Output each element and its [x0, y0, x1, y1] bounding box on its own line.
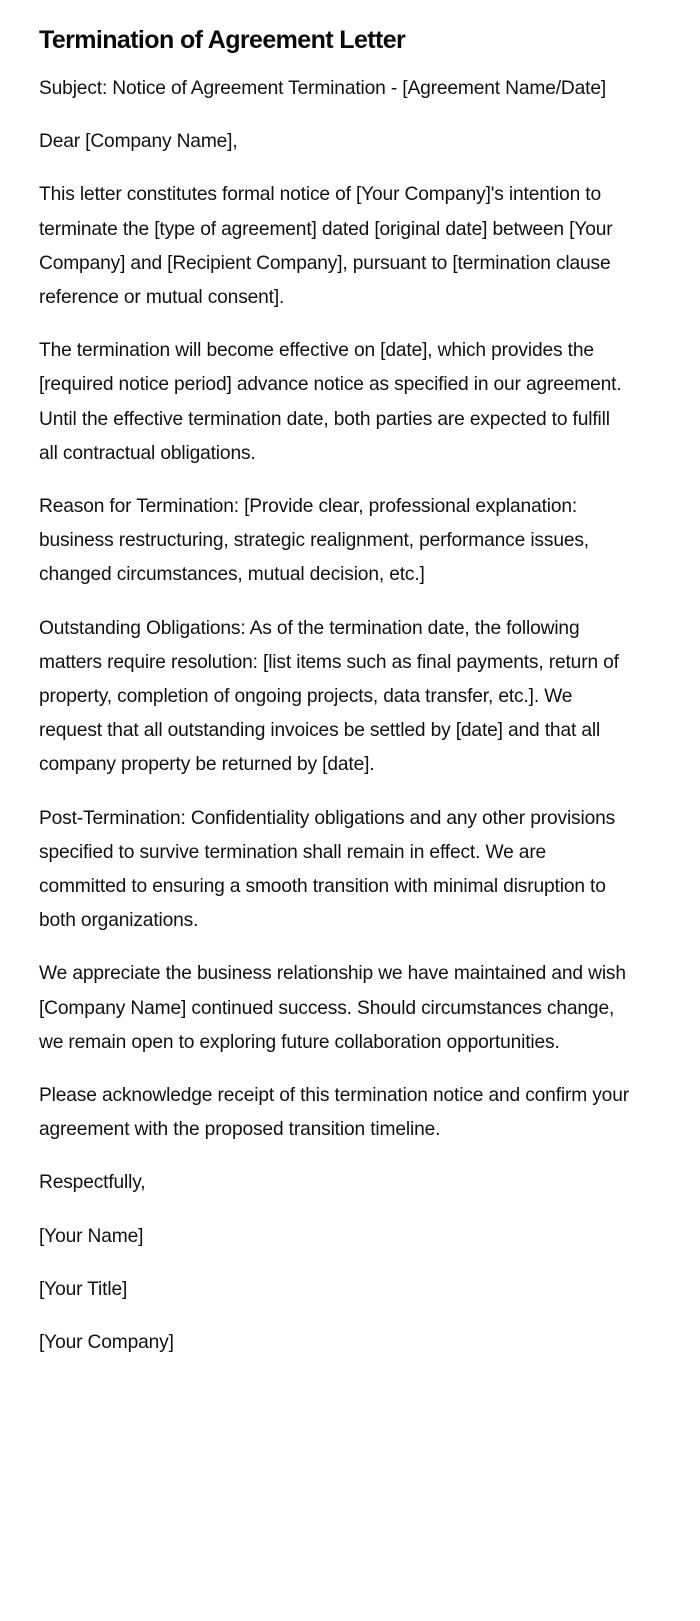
- paragraph-reason: Reason for Termination: [Provide clear, professional explanation: business restructuring, strategic realignment, performance issues, changed circumstances, mutual decision, etc.]: [39, 496, 589, 586]
- signature-name: [Your Name]: [39, 1225, 144, 1247]
- subject-line: Subject: Notice of Agreement Termination - [Agreement Name/Date]: [39, 78, 607, 99]
- signature-company: [Your Company]: [39, 1332, 174, 1354]
- paragraph-effective-date: The termination will become effective on [date], which provides the [required notice period] advance notice as specified in our agreement. Until the effective termination date, both parties are expected to fulfill all contractual obligations.: [39, 340, 622, 464]
- paragraph-outstanding-obligations: Outstanding Obligations: As of the termination date, the following matters require resolution: [list items such as final payments, return of property, completion of ongoing projects, data transfer, etc.]. We request that all outstanding invoices be settled by [date] and that all company property be returned by [date].: [39, 617, 619, 776]
- closing: Respectfully,: [39, 1172, 146, 1194]
- paragraph-intent: This letter constitutes formal notice of [Your Company]'s intention to terminate the [type of agreement] dated [original date] between [Your Company] and [Recipient Company], pursuant to [termination clause reference or mutual consent].: [39, 184, 613, 309]
- document-title: Termination of Agreement Letter: [39, 26, 406, 54]
- paragraph-acknowledge: Please acknowledge receipt of this termination notice and confirm your agreement with the proposed transition timeline.: [39, 1085, 629, 1141]
- paragraph-appreciation: We appreciate the business relationship we have maintained and wish [Company Name] continued success. Should circumstances change, we remain open to exploring future collaboration opportunities.: [39, 963, 626, 1053]
- paragraph-post-termination: Post-Termination: Confidentiality obligations and any other provisions specified to survive termination shall remain in effect. We are committed to ensuring a smooth transition with minimal disruption to both organizations.: [39, 807, 616, 932]
- salutation: Dear [Company Name],: [39, 131, 238, 153]
- signature-title: [Your Title]: [39, 1278, 128, 1300]
